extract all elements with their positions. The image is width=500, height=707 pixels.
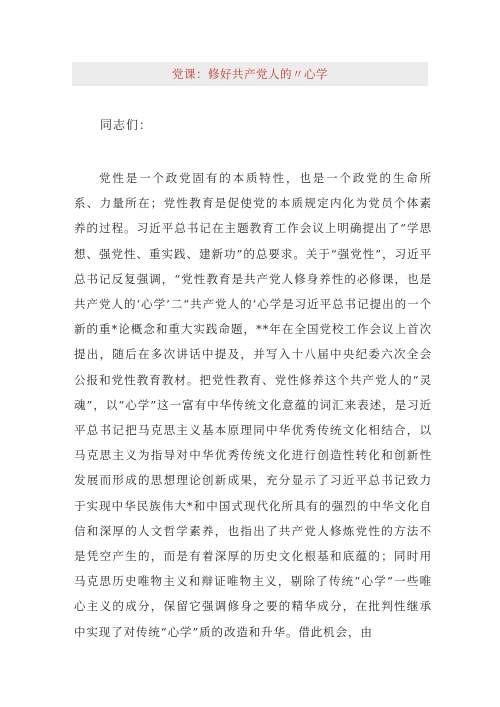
document-title: 党课：修好共产党人的〃心学 [172, 67, 328, 81]
salutation: 同志们： [100, 118, 153, 132]
body-paragraph: 党性是一个政党固有的本质特性，也是一个政党的生命所系、力量所在；党性教育是促使党的本质规定内化为党员个体素养的过程。习近平总书记在主题教育工作会议上明确提出了“学思想、强党性、重实践、建新功”的总要求。关于“强党性”，习近平总书记反复强调，“党性教育是共产党人修身养性的必修课，也是共产党人的‘心学’二“共产党人的‘心学是习近平总书记提出的一个新的重*论概念和重大实践命题，**年在全国党校工作会议上首次提出，随后在多次讲话中提及，并写入十八届中央纪委六次全会公报和党性教育教材。把党性教育、党性修养这个共产党人的“灵魂”，以“心学”这一富有中华传统文化意蕴的词汇来表述，是习近平总书记把马克思主义基本原理同中华优秀传统文化相结合，以马克思主义为指导对中华优秀传统文化进行创造性转化和创新性发展而形成的思想理论创新成果，充分显示了习近平总书记致力于实现中华民族伟大*和中国式现代化所具有的强烈的中华文化自信和深厚的人文哲学素养，也指出了共产党人修炼党性的方法不是凭空产生的，而是有着深厚的历史文化根基和底蕴的；同时用马克思历史唯物主义和辩证唯物主义，剔除了传统“心学”一些唯心主义的成分，保留它强调修身之要的精华成分，在批判性继承中实现了对传统“心学”质的改造和升华。借此机会，由 [74, 171, 432, 639]
title-banner [72, 62, 428, 86]
